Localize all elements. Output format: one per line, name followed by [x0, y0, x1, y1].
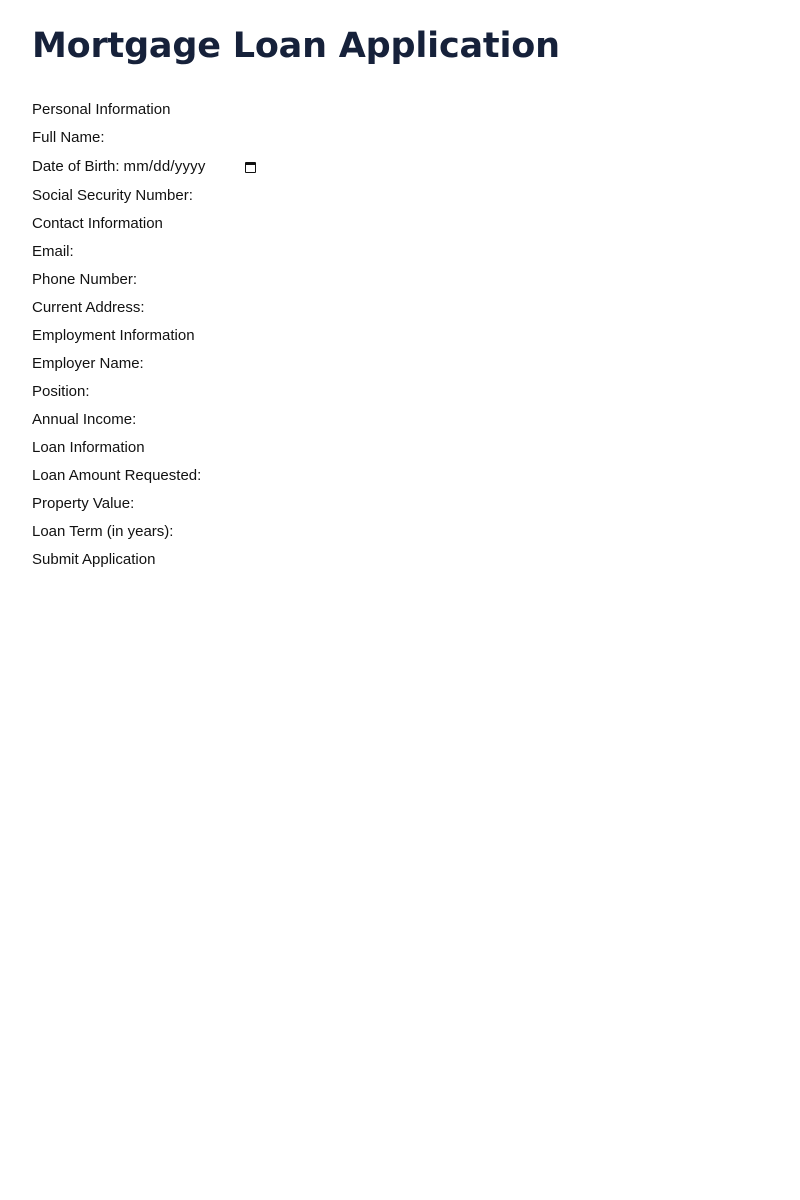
employer-label: Employer Name:	[32, 355, 144, 372]
submit-application-button[interactable]: Submit Application	[32, 546, 155, 574]
section-heading-employment: Employment Information	[32, 327, 195, 344]
section-heading-personal: Personal Information	[32, 101, 171, 118]
mortgage-application-form	[32, 96, 800, 574]
address-label: Current Address:	[32, 299, 145, 316]
loan-term-label: Loan Term (in years):	[32, 523, 174, 540]
loan-amount-label: Loan Amount Requested:	[32, 467, 202, 484]
section-heading-contact: Contact Information	[32, 215, 163, 232]
section-employment-information	[32, 322, 800, 350]
calendar-icon[interactable]	[245, 162, 256, 173]
full-name-label: Full Name:	[32, 129, 105, 146]
phone-label: Phone Number:	[32, 271, 138, 288]
phone-row[interactable]	[32, 266, 800, 294]
date-of-birth-placeholder[interactable]: mm/dd/yyyy	[123, 158, 206, 175]
address-row[interactable]	[32, 294, 800, 322]
section-loan-information	[32, 434, 800, 462]
property-value-row[interactable]	[32, 490, 800, 518]
date-of-birth-label: Date of Birth:	[32, 158, 120, 175]
employer-row[interactable]	[32, 350, 800, 378]
loan-term-row[interactable]	[32, 518, 800, 546]
position-label: Position:	[32, 383, 90, 400]
date-of-birth-row	[32, 152, 800, 182]
income-row[interactable]	[32, 406, 800, 434]
section-heading-loan: Loan Information	[32, 439, 145, 456]
loan-amount-row[interactable]	[32, 462, 800, 490]
submit-row	[32, 546, 800, 574]
section-personal-information	[32, 96, 800, 124]
email-label: Email:	[32, 243, 74, 260]
date-of-birth-input[interactable]	[124, 156, 256, 178]
page-title: Mortgage Loan Application	[32, 26, 560, 66]
section-contact-information	[32, 210, 800, 238]
ssn-label: Social Security Number:	[32, 187, 193, 204]
position-row[interactable]	[32, 378, 800, 406]
email-row[interactable]	[32, 238, 800, 266]
full-name-row[interactable]	[32, 124, 800, 152]
ssn-row[interactable]	[32, 182, 800, 210]
property-value-label: Property Value:	[32, 495, 135, 512]
income-label: Annual Income:	[32, 411, 137, 428]
